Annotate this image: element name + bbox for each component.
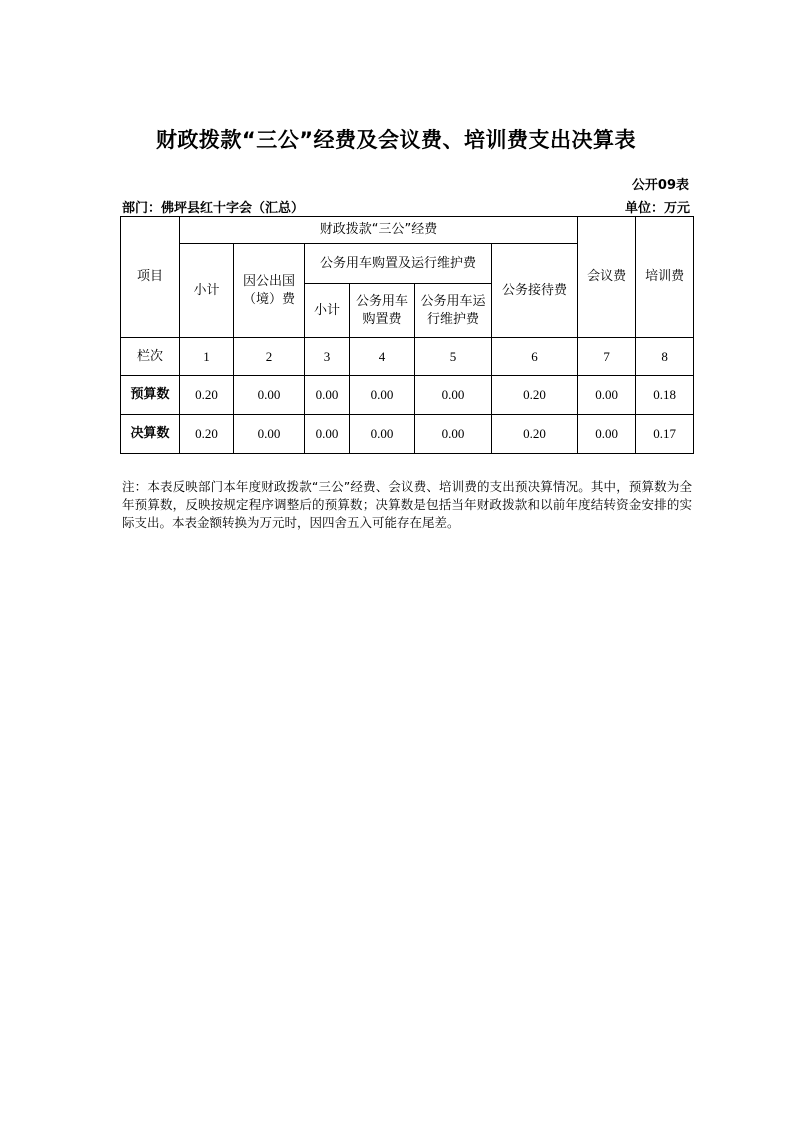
table-row-final <box>121 415 694 454</box>
table-cell: 0.00 <box>415 376 492 415</box>
header-training: 培训费 <box>636 217 694 338</box>
table-cell: 0.18 <box>636 376 694 415</box>
table-cell: 0.00 <box>350 415 415 454</box>
header-vehicle-purchase: 公务用车购置费 <box>350 284 415 338</box>
column-number: 3 <box>305 338 350 376</box>
table-cell: 0.00 <box>234 415 305 454</box>
header-reception: 公务接待费 <box>492 244 578 338</box>
table-cell: 0.00 <box>234 376 305 415</box>
table-cell: 0.00 <box>415 415 492 454</box>
column-number: 8 <box>636 338 694 376</box>
row-label-final: 决算数 <box>121 415 180 454</box>
row-label-budget: 预算数 <box>121 376 180 415</box>
column-number: 1 <box>180 338 234 376</box>
table-cell: 0.00 <box>578 415 636 454</box>
unit-label: 单位：万元 <box>624 201 690 216</box>
header-item: 项目 <box>121 217 180 338</box>
header-vehicle-subtotal: 小计 <box>305 284 350 338</box>
header-vehicle-group: 公务用车购置及运行维护费 <box>305 244 492 284</box>
department-label: 部门：佛坪县红十字会（汇总） <box>122 201 305 216</box>
table-cell: 0.17 <box>636 415 694 454</box>
table-cell: 0.00 <box>305 376 350 415</box>
header-sangong-group: 财政拨款“三公”经费 <box>180 217 578 244</box>
column-number: 4 <box>350 338 415 376</box>
header-abroad: 因公出国（境）费 <box>234 244 305 338</box>
table-cell: 0.20 <box>492 376 578 415</box>
column-number: 7 <box>578 338 636 376</box>
expenditure-table <box>120 216 694 454</box>
column-number: 5 <box>415 338 492 376</box>
table-cell: 0.00 <box>350 376 415 415</box>
column-number: 6 <box>492 338 578 376</box>
table-row-budget <box>121 376 694 415</box>
table-cell: 0.00 <box>305 415 350 454</box>
column-number: 2 <box>234 338 305 376</box>
table-cell: 0.00 <box>578 376 636 415</box>
header-subtotal: 小计 <box>180 244 234 338</box>
page-title: 财政拨款“三公”经费及会议费、培训费支出决算表 <box>155 128 637 152</box>
header-meeting: 会议费 <box>578 217 636 338</box>
header-vehicle-operation: 公务用车运行维护费 <box>415 284 492 338</box>
row-label-column-numbers: 栏次 <box>121 338 180 376</box>
form-number: 公开09表 <box>631 178 689 193</box>
footnote: 注：本表反映部门本年度财政拨款“三公”经费、会议费、培训费的支出预决算情况。其中，预算数为全年预算数，反映按规定程序调整后的预算数；决算数是包括当年财政拨款和以前年度结转资金安排的实际支出。本表金额转换为万元时，因四舍五入可能存在尾差。 <box>122 479 692 530</box>
table-cell: 0.20 <box>180 415 234 454</box>
table-cell: 0.20 <box>180 376 234 415</box>
table-cell: 0.20 <box>492 415 578 454</box>
